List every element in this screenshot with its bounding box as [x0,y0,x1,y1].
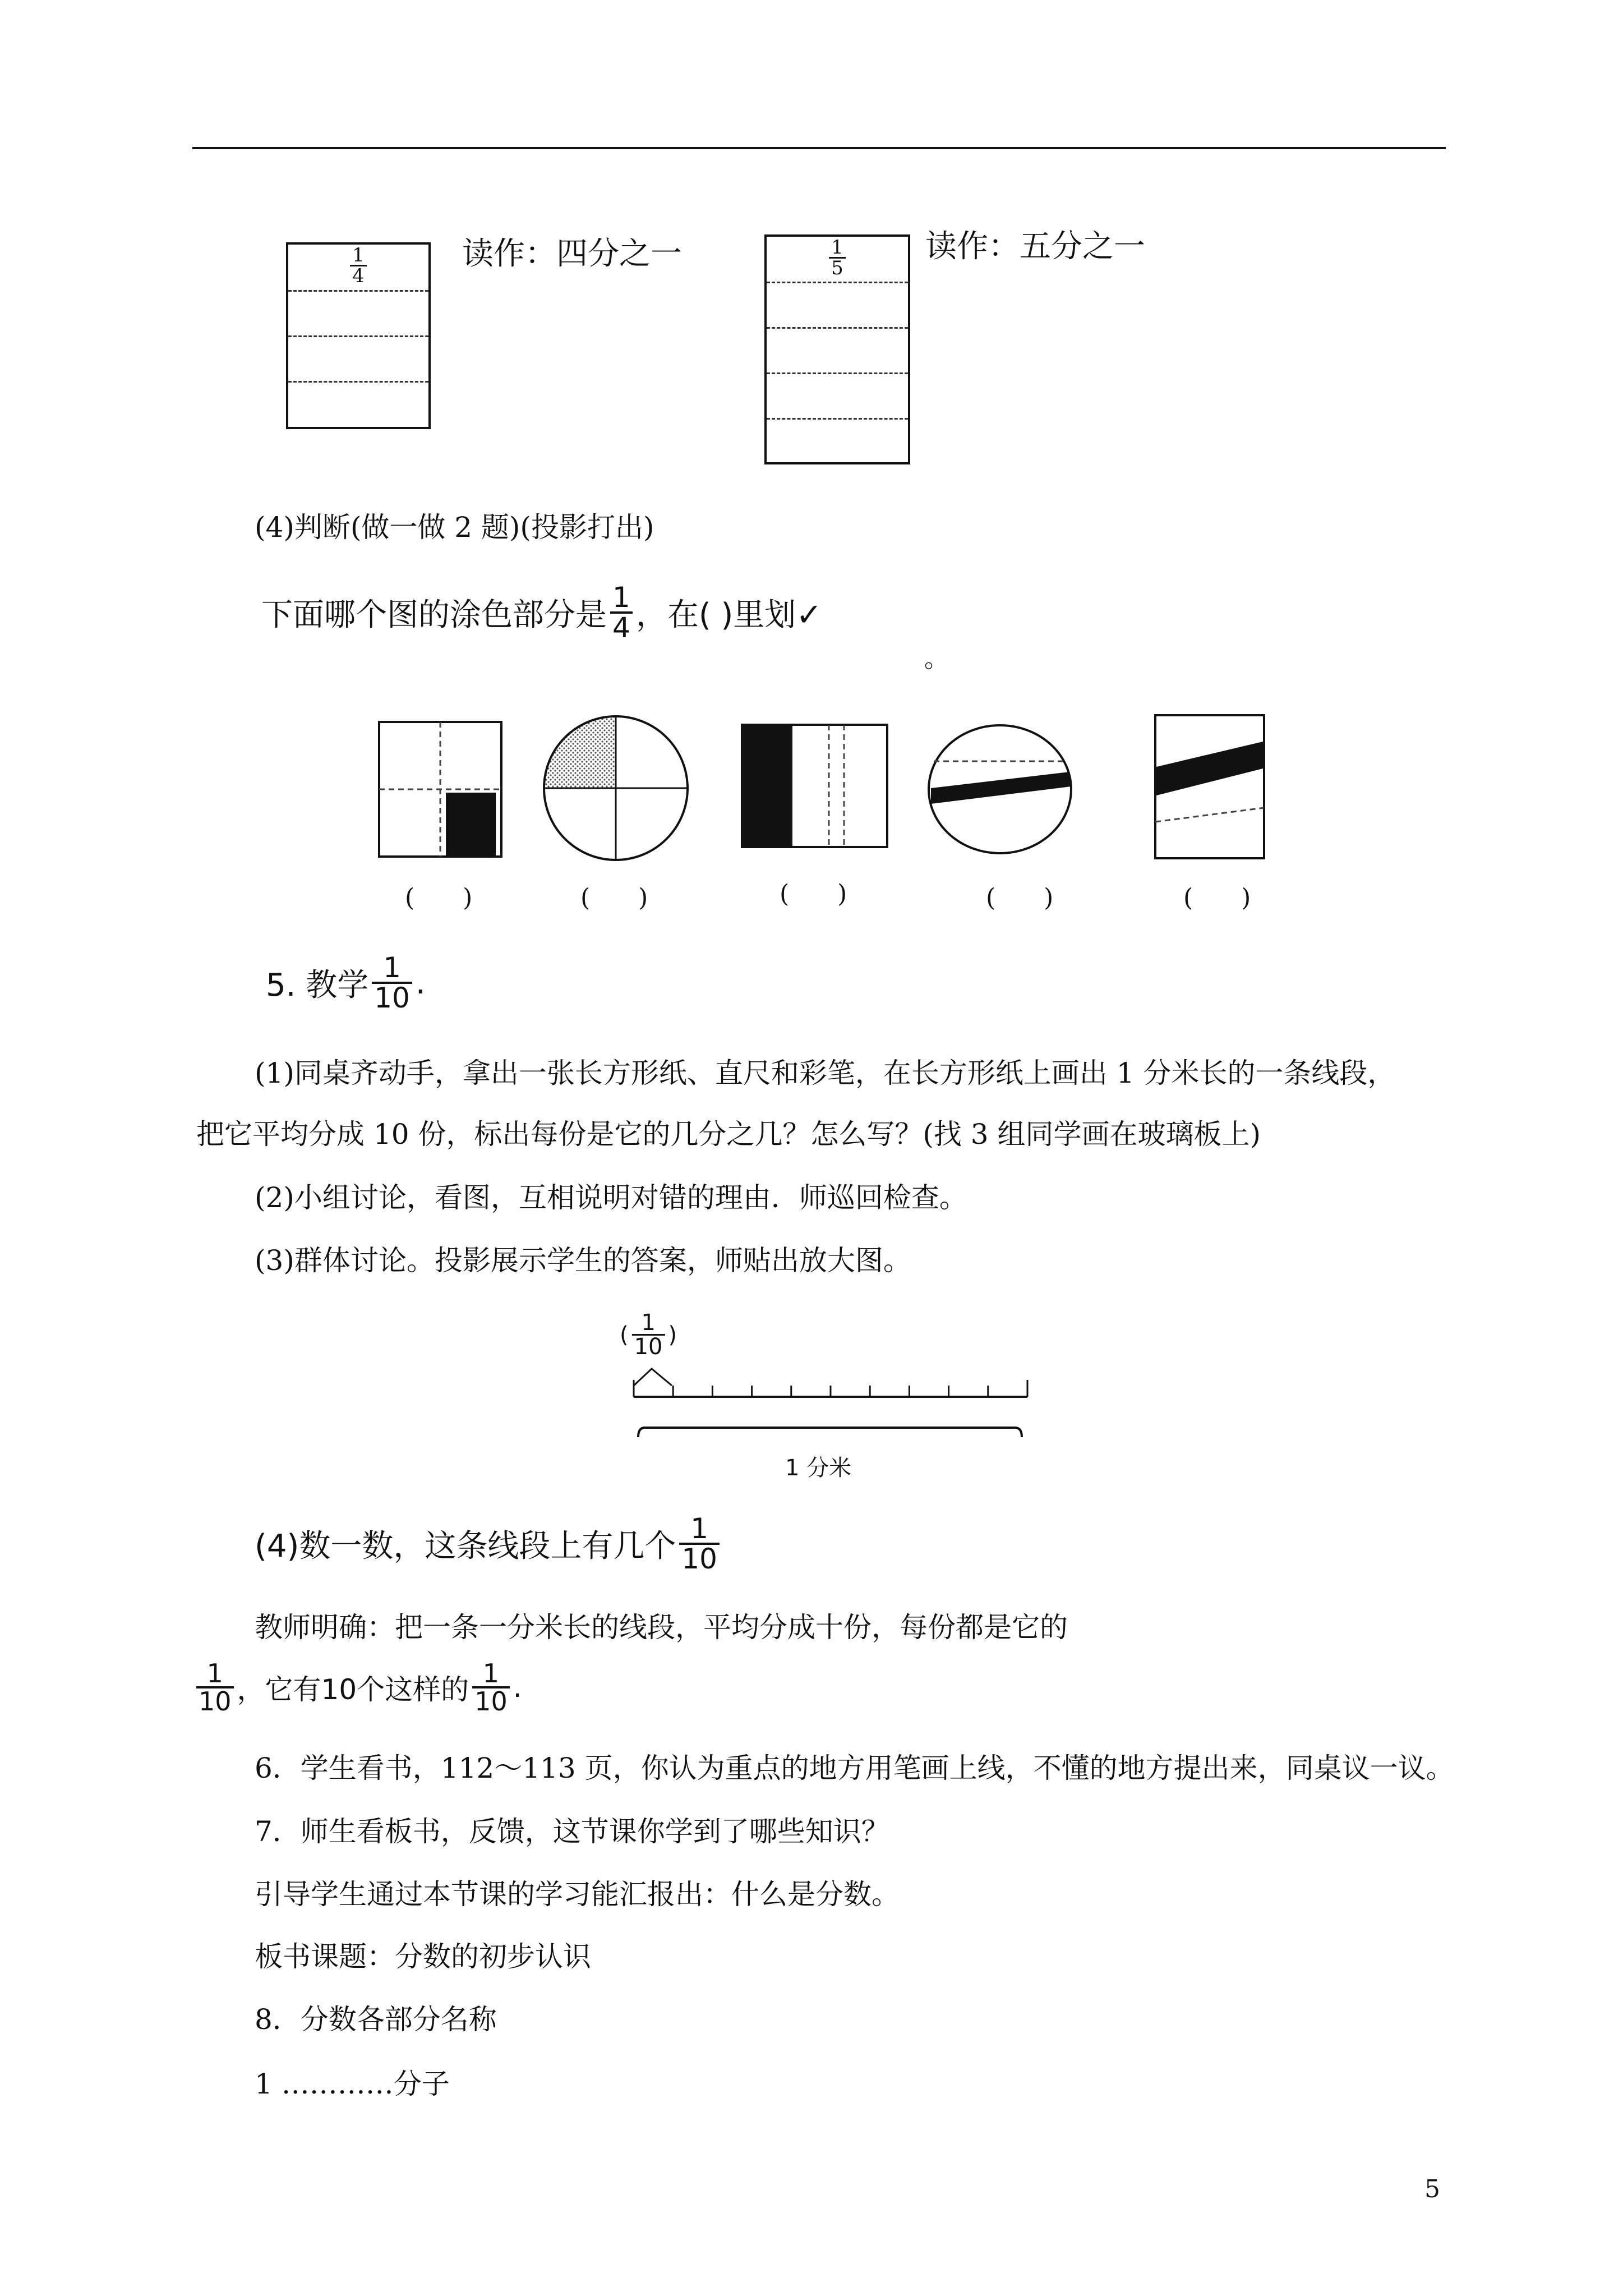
question-fraction: $\frac{1}{4}$ [610,583,633,642]
item-4-count-fraction: $\frac{1}{10}$ [679,1515,720,1573]
segment-label-fraction: $\frac{1}{10}$ [632,1312,665,1358]
section-5-prefix: 5. 教学 [266,967,369,1004]
paragraph-3: (2)小组讨论，看图，互相说明对错的理由．师巡回检查。 [255,1181,967,1214]
answer-paren-4[interactable]: ( ) [986,884,1074,912]
answer-paren-2[interactable]: ( ) [580,884,668,912]
question-after: ，在( )里划✓ [635,597,823,633]
teacher-middle: ，它有10个这样的 [237,1673,469,1706]
guide-text: 引导学生通过本节课的学习能汇报出：什么是分数。 [255,1878,900,1911]
item-4-count-text: (4)数一数，这条线段上有几个 [255,1528,676,1565]
segment-label [620,1312,677,1358]
step-7: 7．师生看板书，反馈，这节课你学到了哪些知识？ [255,1815,889,1848]
teacher-fraction-1: $\frac{1}{10}$ [196,1660,234,1714]
item-4-heading: (4)判断(做一做 2 题)(投影打出) [255,511,654,544]
answer-paren-3[interactable]: ( ) [780,880,868,908]
paragraph-4: (3)群体讨论。投影展示学生的答案，师贴出放大图。 [255,1244,911,1277]
teacher-fraction-2: $\frac{1}{10}$ [472,1660,510,1714]
paragraph-2: 把它平均分成 10 份，标出每份是它的几分之几？怎么写？(找 3 组同学画在玻璃板上) [196,1118,1261,1151]
question-period: 。 [924,645,949,673]
item-4-count [255,1512,723,1575]
segment-label-close: ) [668,1322,677,1348]
step-6: 6．学生看书，112～113 页，你认为重点的地方用笔画上线，不懂的地方提出来，同桌议一议。 [255,1752,1454,1784]
answer-paren-1[interactable]: ( ) [405,884,493,912]
page-number: 5 [1424,2175,1440,2203]
card-fraction-label: $\frac{1}{5}$ [767,238,908,278]
numerator-label: 1 …………分子 [255,2068,450,2100]
section-5-fraction: $\frac{1}{10}$ [372,954,412,1012]
answer-paren-5[interactable]: ( ) [1183,884,1271,912]
board-title: 板书课题：分数的初步认识 [255,1940,591,1973]
section-5-suffix: . [415,964,426,1001]
card-fraction-label: $\frac{1}{4}$ [288,246,428,286]
teacher-line-1: 教师明确：把一条一分米长的线段，平均分成十份，每份都是它的 [255,1611,1068,1644]
paragraph-1: (1)同桌齐动手，拿出一张长方形纸、直尺和彩笔，在长方形纸上画出 1 分米长的一条线段， [255,1057,1396,1089]
teacher-end: . [513,1671,522,1704]
reading-fifth: 读作：五分之一 [925,228,1145,265]
reading-quarter: 读作：四分之一 [462,236,682,272]
segment-label-open: ( [620,1322,629,1348]
step-8: 8．分数各部分名称 [255,2003,497,2036]
teacher-line-2 [196,1658,522,1717]
segment-length-label: 1 分米 [785,1455,852,1481]
question-before: 下面哪个图的涂色部分是 [261,597,607,633]
